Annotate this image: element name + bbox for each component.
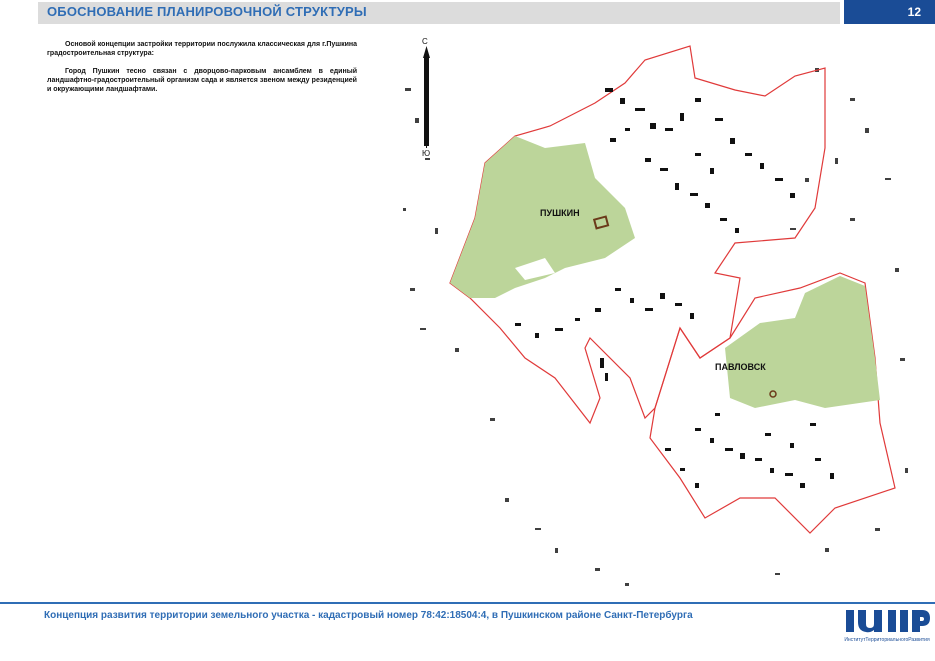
south-label: Ю [422, 149, 431, 158]
city-map [395, 28, 935, 598]
pushkin-label: ПУШКИН [540, 208, 580, 218]
logo-mark-icon [844, 606, 930, 636]
pavlovsk-label: ПАВЛОВСК [715, 362, 766, 372]
institute-logo [844, 606, 930, 648]
footer-divider [0, 602, 935, 604]
logo-caption: ИнститутТерриториальногоРазвития [844, 637, 930, 643]
pavlovsk-park [725, 276, 880, 408]
north-label: С [422, 37, 428, 46]
intro-paragraph-2: Город Пушкин тесно связан с дворцово-парковым ансамблем в единый ландшафтно-градостроительный организм сада и является звеном между резиденцией и окружающими ландшафтами. [47, 68, 357, 93]
intro-text [47, 40, 357, 103]
page-number: 12 [907, 5, 921, 19]
footer-text: Концепция развития территории земельного участка - кадастровый номер 78:42:18504:4, в Пушкинском районе Санкт-Петербурга [44, 610, 693, 621]
page-title: ОБОСНОВАНИЕ ПЛАНИРОВОЧНОЙ СТРУКТУРЫ [47, 4, 367, 19]
intro-paragraph-1: Основой концепции застройки территории послужила классическая для г.Пушкина градостроительная структура: [47, 41, 357, 57]
north-arrow-icon [423, 46, 430, 148]
page-number-box [844, 0, 935, 24]
